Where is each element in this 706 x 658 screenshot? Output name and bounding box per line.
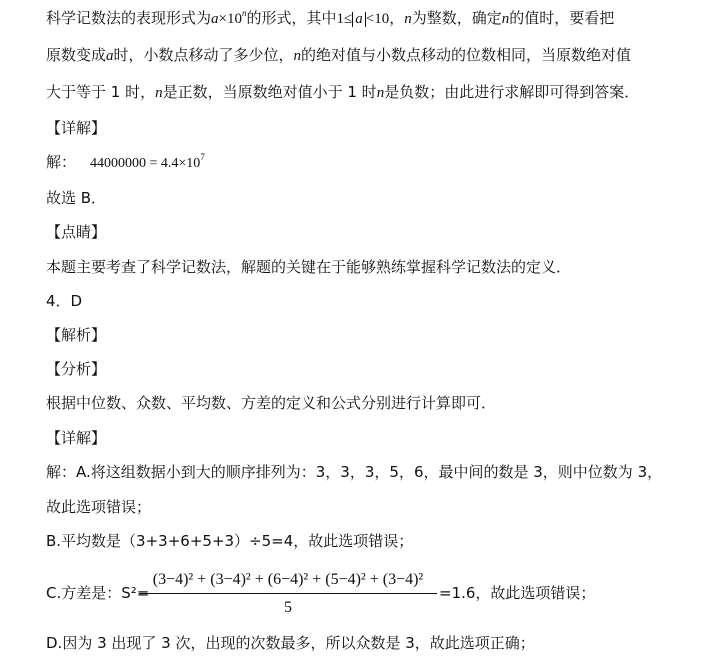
math-var-a: a xyxy=(211,11,219,27)
text: 原数变成 xyxy=(46,46,107,64)
math-var-n: n xyxy=(293,48,302,64)
solution-a: 解：A.将这组数据小到大的顺序排列为：3，3，3，5，6，最中间的数是 3，则中位数为 3， xyxy=(46,463,663,481)
method-text: 根据中位数、众数、平均数、方差的定义和公式分别进行计算即可． xyxy=(46,394,497,412)
solution-c-label: C.方差是：S²= xyxy=(46,584,150,602)
text: ， xyxy=(389,9,405,27)
math-var-n: n xyxy=(155,85,163,101)
solution-d: D.因为 3 出现了 3 次，出现的次数最多，所以众数是 3，故此选项正确； xyxy=(46,634,535,652)
math-equation: 44000000 = 4.4×10 xyxy=(90,156,201,171)
paragraph-line-1 xyxy=(46,8,614,29)
paragraph-line-2 xyxy=(46,45,631,66)
answer-choice: 故选 B． xyxy=(46,189,107,207)
question-number: 4．D xyxy=(46,292,83,310)
text: 时，小数点移动了多少位， xyxy=(113,46,294,64)
section-heading-detail: 【详解】 xyxy=(46,429,107,447)
paragraph-line-3 xyxy=(46,82,639,103)
math-var-n: n xyxy=(501,11,510,27)
math-inequality-left: 1≤ xyxy=(336,11,353,27)
solution-b: B.平均数是（3+3+6+5+3）÷5=4，故此选项错误； xyxy=(46,532,414,550)
math-var-n: n xyxy=(376,85,385,101)
math-exponent: 7 xyxy=(200,152,205,162)
math-abs-a: a xyxy=(352,12,366,27)
fraction-denominator: 5 xyxy=(284,599,292,616)
text: 的绝对值与小数点移动的位数相同，当原数绝对值 xyxy=(301,46,632,64)
section-heading-comment: 【点睛】 xyxy=(46,223,107,241)
fraction-numerator: (3−4)² + (3−4)² + (6−4)² + (5−4)² + (3−4)² xyxy=(152,571,424,588)
text: 的值时，要看把 xyxy=(509,9,615,27)
solution-line xyxy=(46,152,205,174)
solution-a-continued: 故此选项错误； xyxy=(46,498,152,516)
text: 是正数，当原数绝对值小于 1 时 xyxy=(162,83,377,101)
solution-label: 解： xyxy=(46,153,77,171)
variance-fraction xyxy=(139,567,437,620)
section-heading-analysis: 【解析】 xyxy=(46,326,107,344)
text: 大于等于 1 时， xyxy=(46,83,156,101)
math-var-n: n xyxy=(404,11,412,27)
text: 为整数，确定 xyxy=(411,9,502,27)
comment-text: 本题主要考查了科学记数法，解题的关键在于能够熟练掌握科学记数法的定义． xyxy=(46,258,572,276)
math-var-a: a xyxy=(106,48,114,64)
section-heading-detail: 【详解】 xyxy=(46,119,107,137)
fraction-bar xyxy=(139,593,437,594)
section-heading-method: 【分析】 xyxy=(46,360,107,378)
math-inequality-right: <10 xyxy=(365,11,390,27)
text: 是负数；由此进行求解即可得到答案． xyxy=(384,83,640,101)
math-times-ten: ×10 xyxy=(218,11,242,27)
solution-c-result: =1.6，故此选项错误； xyxy=(439,584,596,602)
math-exponent-n: n xyxy=(241,8,247,18)
text: 的形式，其中 xyxy=(246,9,337,27)
text: 科学记数法的表现形式为 xyxy=(46,9,212,27)
